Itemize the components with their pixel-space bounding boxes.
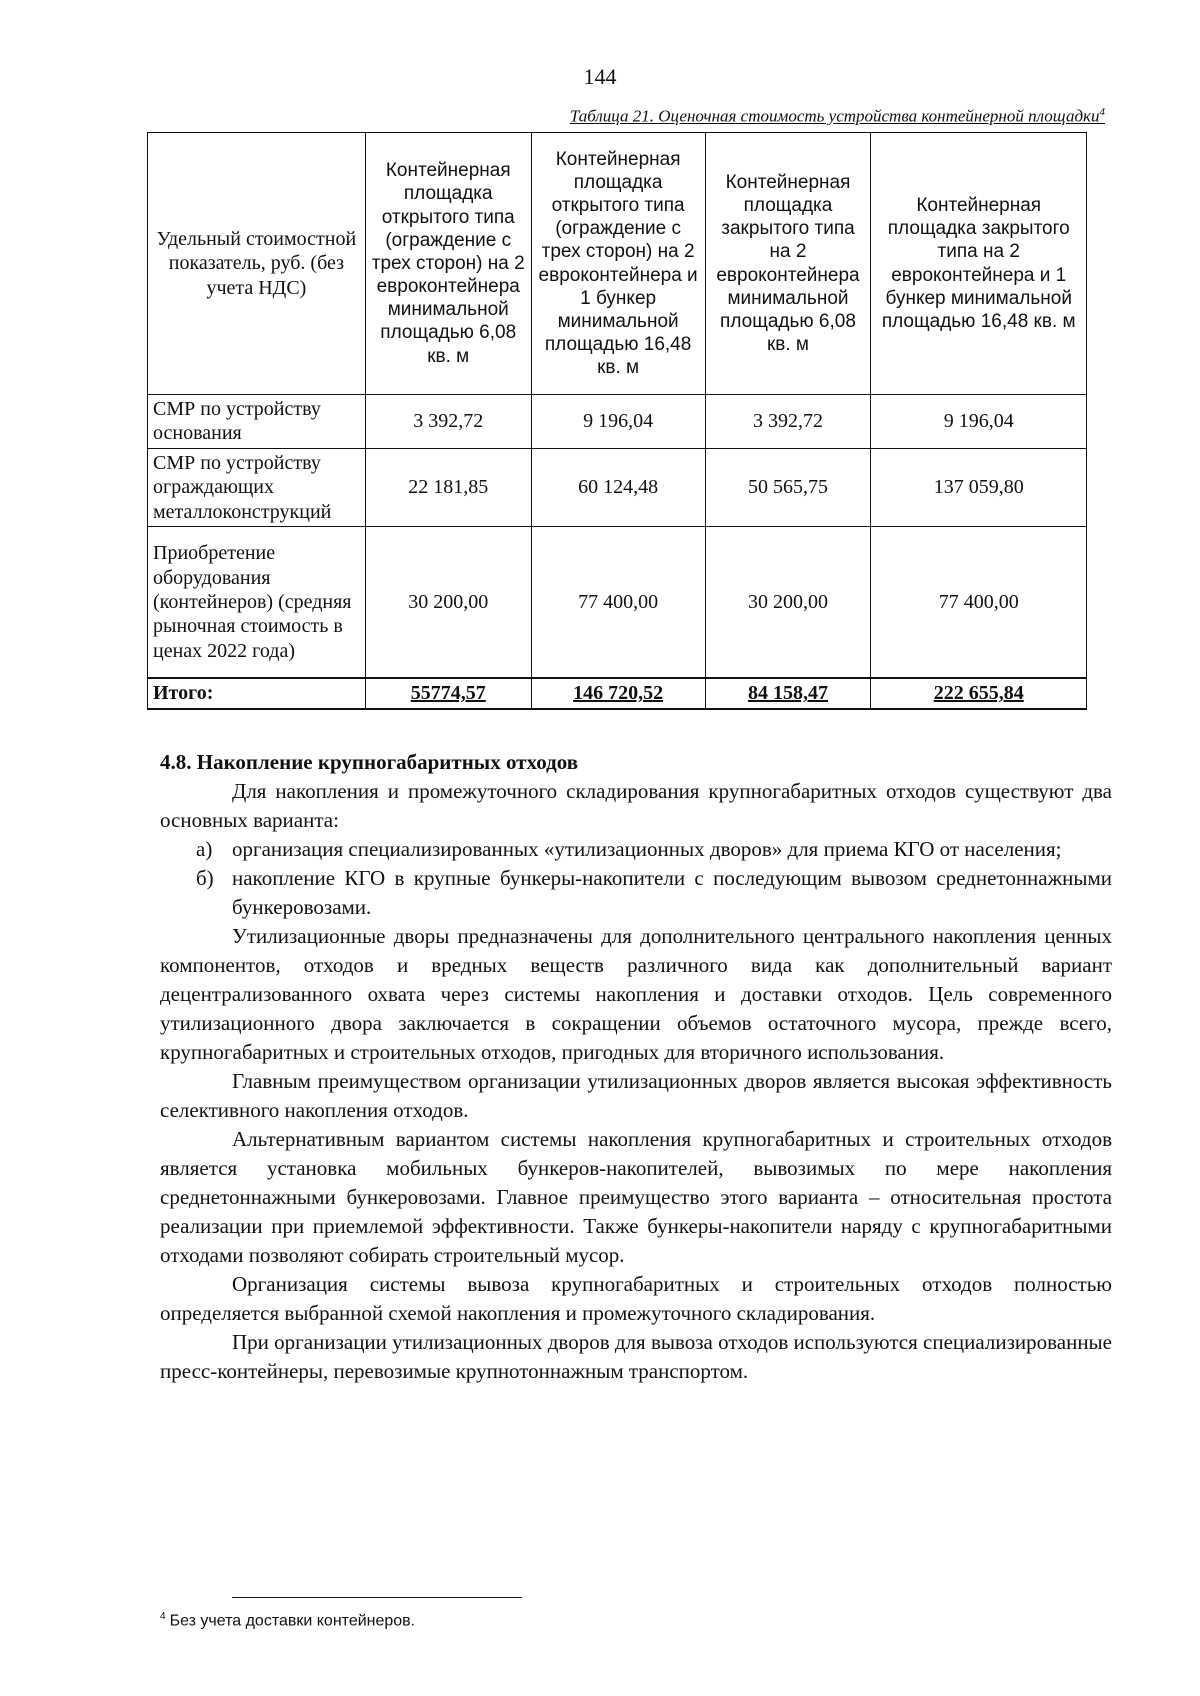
table-cell: 77 400,00 bbox=[871, 526, 1087, 678]
footnote-text: Без учета доставки контейнеров. bbox=[169, 1612, 416, 1630]
list-marker: б) bbox=[196, 866, 214, 890]
table-header-cell: Контейнерная площадка открытого типа (ограждение с трех сторон) на 2 евроконтейнера минимальной площадью 6,08 кв. м bbox=[365, 133, 531, 395]
table-header-row bbox=[148, 133, 1087, 395]
row-label: СМР по устройству основания bbox=[148, 395, 366, 449]
table-cell: 77 400,00 bbox=[531, 526, 705, 678]
list-item-text: организация специализированных «утилизационных дворов» для приема КГО от населения; bbox=[232, 837, 1062, 861]
table-header-cell: Удельный стоимостной показатель, руб. (без учета НДС) bbox=[148, 133, 366, 395]
table-cell: 30 200,00 bbox=[365, 526, 531, 678]
total-cell: 146 720,52 bbox=[531, 678, 705, 708]
table-caption bbox=[570, 106, 1105, 127]
table-row bbox=[148, 448, 1087, 526]
list-marker: а) bbox=[196, 837, 213, 861]
table-cell: 3 392,72 bbox=[365, 395, 531, 449]
table-header-cell: Контейнерная площадка закрытого типа на 2 евроконтейнера и 1 бункер минимальной площадью 16,48 кв. м bbox=[871, 133, 1087, 395]
total-cell: 84 158,47 bbox=[705, 678, 871, 708]
page-number: 144 bbox=[583, 64, 617, 89]
row-label: Приобретение оборудования (контейнеров) (средняя рыночная стоимость в ценах 2022 года) bbox=[148, 526, 366, 678]
footnote bbox=[160, 1611, 415, 1630]
table-cell: 60 124,48 bbox=[531, 448, 705, 526]
footnote-reference: 4 bbox=[1099, 106, 1105, 118]
table-row bbox=[148, 526, 1087, 678]
table-cell: 3 392,72 bbox=[705, 395, 871, 449]
list-item bbox=[160, 835, 1112, 864]
table-cell: 30 200,00 bbox=[705, 526, 871, 678]
table-cell: 22 181,85 bbox=[365, 448, 531, 526]
table-cell: 137 059,80 bbox=[871, 448, 1087, 526]
table-row bbox=[148, 395, 1087, 449]
table-cell: 9 196,04 bbox=[531, 395, 705, 449]
cost-table bbox=[147, 132, 1087, 710]
row-label: СМР по устройству ограждающих металлоконструкций bbox=[148, 448, 366, 526]
section-content bbox=[160, 748, 1112, 1386]
paragraph: Альтернативным вариантом системы накопления крупногабаритных и строительных отходов является установка мобильных бункеров-накопителей, вывозимых по мере накопления среднетоннажными бункеровозами. Главное преимущество этого варианта – относительная простота реализации при приемлемой эффективности. Также бункеры-накопители наряду с крупногабаритными отходами позволяют собирать строительный мусор. bbox=[160, 1127, 1112, 1267]
table-cell: 50 565,75 bbox=[705, 448, 871, 526]
table-caption-text: Таблица 21. Оценочная стоимость устройства контейнерной площадки bbox=[569, 106, 1100, 126]
footnote-divider bbox=[232, 1597, 522, 1598]
table-header-cell: Контейнерная площадка открытого типа (ограждение с трех сторон) на 2 евроконтейнера и 1 бункер минимальной площадью 16,48 кв. м bbox=[531, 133, 705, 395]
table-cell: 9 196,04 bbox=[871, 395, 1087, 449]
paragraph: При организации утилизационных дворов для вывоза отходов используются специализированные пресс-контейнеры, перевозимые крупнотоннажным транспортом. bbox=[160, 1330, 1112, 1383]
total-cell: 222 655,84 bbox=[871, 678, 1087, 708]
paragraph: Для накопления и промежуточного складирования крупногабаритных отходов существуют два основных варианта: bbox=[160, 779, 1112, 832]
paragraph: Главным преимуществом организации утилизационных дворов является высокая эффективность селективного накопления отходов. bbox=[160, 1069, 1112, 1122]
table-header-cell: Контейнерная площадка закрытого типа на 2 евроконтейнера минимальной площадью 6,08 кв. м bbox=[705, 133, 871, 395]
paragraph: Утилизационные дворы предназначены для дополнительного центрального накопления ценных компонентов, отходов и вредных веществ различного вида как дополнительный вариант децентрализованного охвата через системы накопления и доставки отходов. Цель современного утилизационного двора заключается в сокращении объемов остаточного мусора, прежде всего, крупногабаритных и строительных отходов, пригодных для вторичного использования. bbox=[160, 924, 1112, 1064]
list-item-text: накопление КГО в крупные бункеры-накопители с последующим вывозом среднетоннажными бункеровозами. bbox=[232, 866, 1112, 919]
total-label: Итого: bbox=[148, 678, 366, 708]
table-total-row bbox=[148, 678, 1087, 708]
paragraph: Организация системы вывоза крупногабаритных и строительных отходов полностью определяется выбранной схемой накопления и промежуточного складирования. bbox=[160, 1272, 1112, 1325]
section-heading: 4.8. Накопление крупногабаритных отходов bbox=[160, 750, 579, 774]
list-item bbox=[160, 864, 1112, 922]
footnote-mark: 4 bbox=[160, 1611, 166, 1622]
total-cell: 55774,57 bbox=[365, 678, 531, 708]
